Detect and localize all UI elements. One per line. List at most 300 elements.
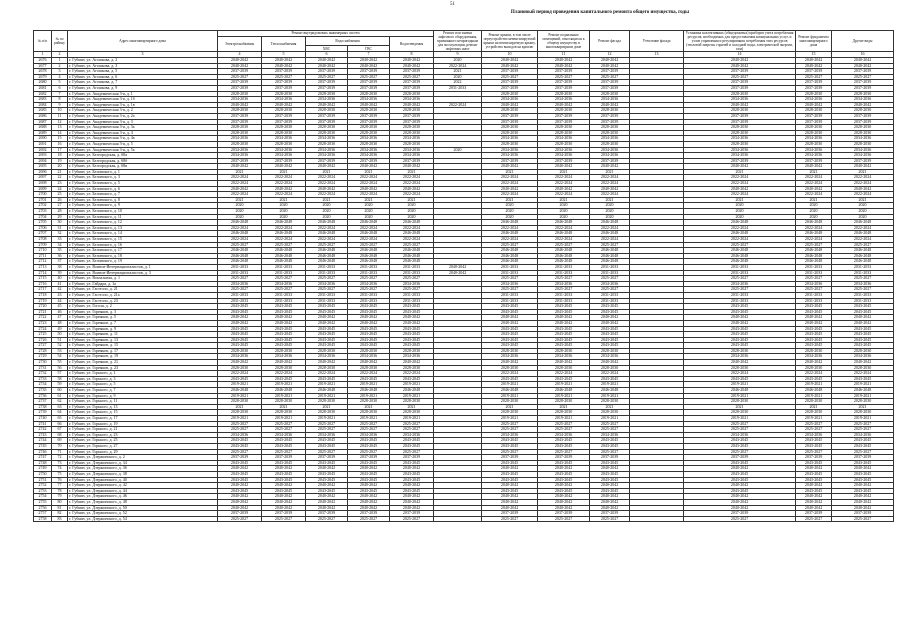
table-cell: 2040-2042 bbox=[482, 315, 538, 321]
table-cell: 2037-2039 bbox=[262, 158, 306, 164]
table-cell: 2025-2027 bbox=[832, 516, 894, 522]
address-cell: г. Губкин, ул. Дзержинского, д. 34 bbox=[68, 460, 218, 466]
table-cell: 67 bbox=[52, 427, 68, 433]
table-cell: 2037-2039 bbox=[306, 85, 348, 91]
table-cell: 2031-2033 bbox=[218, 264, 262, 270]
table-cell: 2040-2042 bbox=[590, 102, 630, 108]
table-cell: 82 bbox=[52, 511, 68, 517]
table-cell: 2031-2033 bbox=[390, 264, 434, 270]
table-cell: 2034-2036 bbox=[348, 153, 390, 159]
table-cell: 2022-2024 bbox=[390, 225, 434, 231]
table-cell: 2 bbox=[52, 63, 68, 69]
table-cell: 2022-2024 bbox=[306, 192, 348, 198]
table-cell: 2043-2045 bbox=[684, 438, 796, 444]
table-cell: 2021 bbox=[306, 404, 348, 410]
table-cell: 2028-2030 bbox=[348, 130, 390, 136]
table-cell: 64 bbox=[52, 410, 68, 416]
table-cell: 2031-2033 bbox=[590, 264, 630, 270]
table-cell: 2022-2024 bbox=[348, 192, 390, 198]
table-cell: 2040-2042 bbox=[262, 186, 306, 192]
table-cell: 2712 bbox=[34, 259, 52, 265]
table-cell: 2037-2039 bbox=[482, 113, 538, 119]
page-number: 51 bbox=[450, 2, 455, 7]
table-cell: 10 bbox=[52, 108, 68, 114]
table-cell: 2043-2045 bbox=[390, 309, 434, 315]
table-cell: 2046-2048 bbox=[306, 220, 348, 226]
table-cell: 2040-2042 bbox=[262, 164, 306, 170]
table-cell: 2043-2045 bbox=[348, 376, 390, 382]
column-number: 2 bbox=[52, 52, 68, 58]
table-cell: 2034-2036 bbox=[684, 136, 796, 142]
table-cell: 2037-2039 bbox=[684, 69, 796, 75]
table-cell: 2043-2045 bbox=[482, 343, 538, 349]
table-cell: 25 bbox=[52, 192, 68, 198]
table-cell: 2037-2039 bbox=[348, 455, 390, 461]
table-cell: 2019-2021 bbox=[832, 382, 894, 388]
table-cell: 2040-2042 bbox=[796, 494, 832, 500]
table-cell: 2022-2024 bbox=[832, 175, 894, 181]
table-cell: 2025-2027 bbox=[390, 287, 434, 293]
table-cell: 2022-2024 bbox=[482, 371, 538, 377]
table-cell: 2043-2045 bbox=[590, 443, 630, 449]
table-cell: 30 bbox=[52, 220, 68, 226]
header-water-supply: Водоснабжения bbox=[306, 36, 390, 46]
table-cell: 2043-2045 bbox=[832, 438, 894, 444]
table-cell: 2028-2030 bbox=[590, 125, 630, 131]
table-cell: 2040-2042 bbox=[538, 164, 590, 170]
table-cell: 2715 bbox=[34, 276, 52, 282]
table-cell: 2040-2042 bbox=[218, 102, 262, 108]
table-cell: 2028-2030 bbox=[218, 365, 262, 371]
table-cell: 2040-2042 bbox=[684, 360, 796, 366]
table-cell: 2040-2042 bbox=[348, 505, 390, 511]
table-cell: 2028-2030 bbox=[796, 130, 832, 136]
table-cell: 2028-2030 bbox=[684, 348, 796, 354]
table-cell: 2037-2039 bbox=[218, 455, 262, 461]
table-cell: 2025-2027 bbox=[796, 74, 832, 80]
table-cell: 2037-2039 bbox=[832, 511, 894, 517]
address-cell: г. Губкин, ул. Горняков, д. 19 bbox=[68, 354, 218, 360]
table-cell: 2043-2045 bbox=[590, 460, 630, 466]
table-cell: 2037-2039 bbox=[684, 158, 796, 164]
table-cell: 2040-2042 bbox=[796, 499, 832, 505]
table-cell: 2040-2042 bbox=[590, 499, 630, 505]
table-cell: 2040-2042 bbox=[434, 270, 482, 276]
table-cell: 2022-2024 bbox=[306, 181, 348, 187]
table-cell: 43 bbox=[52, 292, 68, 298]
table-cell: 2034-2036 bbox=[832, 153, 894, 159]
table-cell: 2019-2021 bbox=[482, 416, 538, 422]
table-cell: 2028-2030 bbox=[590, 348, 630, 354]
table-cell: 2043-2045 bbox=[590, 309, 630, 315]
table-cell: 2040-2042 bbox=[684, 63, 796, 69]
table-cell: 2021 bbox=[434, 69, 482, 75]
table-cell: 2034-2036 bbox=[306, 432, 348, 438]
table-cell: 2025-2027 bbox=[796, 287, 832, 293]
table-cell: 2034-2036 bbox=[832, 354, 894, 360]
table-cell: 2034-2036 bbox=[684, 97, 796, 103]
table-cell: 2022-2024 bbox=[218, 181, 262, 187]
table-cell: 2690 bbox=[34, 136, 52, 142]
address-cell: г. Губкин, ул. Белинского, д. 19 bbox=[68, 259, 218, 265]
table-cell: 2040-2042 bbox=[306, 102, 348, 108]
table-cell: 2019-2021 bbox=[796, 393, 832, 399]
table-cell: 2043-2045 bbox=[482, 304, 538, 310]
header-electricity: Электроснабжения bbox=[218, 36, 262, 51]
table-cell: 72 bbox=[52, 455, 68, 461]
table-cell: 2046-2048 bbox=[218, 253, 262, 259]
table-cell: 2019-2021 bbox=[348, 382, 390, 388]
table-cell: 2037-2039 bbox=[538, 80, 590, 86]
table-cell: 2034-2036 bbox=[482, 136, 538, 142]
header-foundation: Ремонт фундамента многоквартирного дома bbox=[796, 31, 832, 52]
table-cell: 2677 bbox=[34, 63, 52, 69]
table-cell: 2046-2048 bbox=[218, 231, 262, 237]
table-cell: 2046-2048 bbox=[684, 231, 796, 237]
address-cell: г. Губкин, ул. Академическая 3-я, д. 1 bbox=[68, 91, 218, 97]
address-cell: г. Губкин, ул. Академическая 3-я, д. 3 bbox=[68, 119, 218, 125]
table-cell: 31 bbox=[52, 225, 68, 231]
table-cell: 2718 bbox=[34, 292, 52, 298]
table-cell: 2742 bbox=[34, 427, 52, 433]
table-cell: 2043-2045 bbox=[306, 443, 348, 449]
table-cell: 2021 bbox=[218, 169, 262, 175]
table-cell: 2025-2027 bbox=[538, 427, 590, 433]
table-cell: 2037-2039 bbox=[684, 455, 796, 461]
table-cell: 2037-2039 bbox=[390, 113, 434, 119]
table-cell: 2031-2033 bbox=[590, 292, 630, 298]
table-cell: 2040-2042 bbox=[218, 164, 262, 170]
table-cell: 34 bbox=[52, 242, 68, 248]
table-cell: 2021 bbox=[482, 197, 538, 203]
table-cell: 2034-2036 bbox=[538, 97, 590, 103]
table-cell: 65 bbox=[52, 416, 68, 422]
table-cell: 2028-2030 bbox=[832, 410, 894, 416]
table-cell: 2040-2042 bbox=[832, 494, 894, 500]
address-cell: г. Губкин, ул. Дзержинского, д. 48 bbox=[68, 499, 218, 505]
address-cell: г. Губкин, ул. Горняков, д. 3 bbox=[68, 309, 218, 315]
table-cell: 2037-2039 bbox=[306, 69, 348, 75]
table-cell: 2028-2030 bbox=[796, 91, 832, 97]
table-cell: 2020 bbox=[434, 74, 482, 80]
table-cell: 81 bbox=[52, 505, 68, 511]
table-cell: 2020 bbox=[590, 209, 630, 215]
table-cell: 2028-2030 bbox=[482, 365, 538, 371]
table-cell: 2040-2042 bbox=[538, 499, 590, 505]
table-cell: 2040-2042 bbox=[262, 360, 306, 366]
table-cell: 2723 bbox=[34, 320, 52, 326]
table-cell: 2046-2048 bbox=[262, 253, 306, 259]
table-cell: 2043-2045 bbox=[796, 326, 832, 332]
table-cell: 49 bbox=[52, 326, 68, 332]
table-cell: 2022-2024 bbox=[390, 175, 434, 181]
table-cell: 2019-2021 bbox=[218, 416, 262, 422]
table-cell: 2046-2048 bbox=[590, 248, 630, 254]
table-cell: 16 bbox=[52, 141, 68, 147]
table-cell: 2022-2024 bbox=[348, 237, 390, 243]
table-cell: 29 bbox=[52, 214, 68, 220]
table-cell: 2022-2024 bbox=[218, 371, 262, 377]
table-cell: 2025-2027 bbox=[796, 449, 832, 455]
address-cell: г. Губкин, ул. Горького, д. 3 bbox=[68, 376, 218, 382]
table-cell: 2034-2036 bbox=[590, 432, 630, 438]
table-cell: 2031-2033 bbox=[538, 264, 590, 270]
table-cell: 2040-2042 bbox=[590, 164, 630, 170]
address-cell: г. Губкин, ул. Дзержинского, д. 46 bbox=[68, 494, 218, 500]
table-cell: 2040-2042 bbox=[348, 494, 390, 500]
table-cell: 2040-2042 bbox=[538, 360, 590, 366]
table-cell: 2028-2030 bbox=[832, 348, 894, 354]
table-cell: 2028-2030 bbox=[262, 130, 306, 136]
table-cell: 2037-2039 bbox=[218, 85, 262, 91]
table-cell: 2022-2024 bbox=[218, 192, 262, 198]
table-cell: 2040-2042 bbox=[482, 320, 538, 326]
address-cell: г. Губкин, ул. Агошкова, д. 7 bbox=[68, 80, 218, 86]
table-cell: 2028-2030 bbox=[538, 365, 590, 371]
table-cell: 24 bbox=[52, 186, 68, 192]
table-cell: 2046-2048 bbox=[306, 248, 348, 254]
table-cell: 2037-2039 bbox=[390, 85, 434, 91]
table-cell: 2040-2042 bbox=[218, 360, 262, 366]
table-cell: 2693 bbox=[34, 153, 52, 159]
table-cell: 2040-2042 bbox=[538, 483, 590, 489]
table-cell: 2031-2033 bbox=[538, 270, 590, 276]
table-cell: 2037-2039 bbox=[590, 113, 630, 119]
table-cell: 2028-2030 bbox=[482, 348, 538, 354]
address-cell: г. Губкин, ул. Академическая 3-я, д. 1б bbox=[68, 97, 218, 103]
table-cell: 2028-2030 bbox=[538, 108, 590, 114]
table-cell: 2028-2030 bbox=[262, 348, 306, 354]
table-cell: 2034-2036 bbox=[590, 354, 630, 360]
table-cell: 2031-2033 bbox=[348, 270, 390, 276]
table-cell: 2037-2039 bbox=[482, 69, 538, 75]
table-cell: 2034-2036 bbox=[306, 147, 348, 153]
table-cell: 14 bbox=[52, 130, 68, 136]
table-cell: 2046-2048 bbox=[348, 220, 390, 226]
table-cell: 2025-2027 bbox=[590, 74, 630, 80]
table-cell: 2028-2030 bbox=[306, 365, 348, 371]
table-cell: 2757 bbox=[34, 511, 52, 517]
table-cell: 2037-2039 bbox=[684, 511, 796, 517]
table-cell: 2040-2042 bbox=[348, 499, 390, 505]
table-cell: 2034-2036 bbox=[482, 97, 538, 103]
table-cell: 2025-2027 bbox=[796, 421, 832, 427]
table-cell: 2021 bbox=[390, 197, 434, 203]
table-cell: 2043-2045 bbox=[590, 304, 630, 310]
column-number: 7 bbox=[348, 52, 390, 58]
table-cell: 2043-2045 bbox=[796, 376, 832, 382]
table-cell: 2020 bbox=[390, 203, 434, 209]
table-cell: 2043-2045 bbox=[390, 304, 434, 310]
address-cell: г. Губкин, ул. Горького, д. 23 bbox=[68, 432, 218, 438]
table-cell: 2046-2048 bbox=[538, 231, 590, 237]
table-cell: 2040-2042 bbox=[262, 58, 306, 64]
table-cell: 2034-2036 bbox=[348, 281, 390, 287]
table-cell: 2020 bbox=[306, 214, 348, 220]
table-cell: 2700 bbox=[34, 192, 52, 198]
table-cell: 2034-2036 bbox=[538, 281, 590, 287]
table-cell: 2046-2048 bbox=[832, 253, 894, 259]
table-cell: 2028-2030 bbox=[482, 108, 538, 114]
table-cell: 2037-2039 bbox=[796, 511, 832, 517]
address-cell: г. Губкин, ул. Вокзальная, д. 1 bbox=[68, 276, 218, 282]
table-cell: 2020 bbox=[796, 209, 832, 215]
table-cell: 2025-2027 bbox=[348, 421, 390, 427]
table-cell: 2040-2042 bbox=[832, 483, 894, 489]
table-cell: 2043-2045 bbox=[832, 460, 894, 466]
table-cell: 2034-2036 bbox=[348, 147, 390, 153]
table-cell: 2021 bbox=[218, 197, 262, 203]
table-cell: 2025-2027 bbox=[218, 287, 262, 293]
table-cell: 2034-2036 bbox=[482, 354, 538, 360]
table-cell: 2028-2030 bbox=[832, 130, 894, 136]
table-cell: 2040-2042 bbox=[390, 505, 434, 511]
table-cell: 2040-2042 bbox=[684, 483, 796, 489]
table-cell: 2025-2027 bbox=[684, 242, 796, 248]
table-cell: 2022-2024 bbox=[684, 371, 796, 377]
table-cell: 2019-2021 bbox=[538, 393, 590, 399]
table-cell: 2040-2042 bbox=[684, 320, 796, 326]
table-cell: 2020 bbox=[482, 214, 538, 220]
table-cell: 2043-2045 bbox=[482, 337, 538, 343]
table-cell: 2025-2027 bbox=[262, 516, 306, 522]
table-cell: 2034-2036 bbox=[684, 281, 796, 287]
table-cell: 2034-2036 bbox=[218, 153, 262, 159]
table-cell: 2037-2039 bbox=[306, 119, 348, 125]
table-cell: 59 bbox=[52, 382, 68, 388]
table-cell: 2025-2027 bbox=[348, 449, 390, 455]
table-cell: 2037-2039 bbox=[390, 511, 434, 517]
table-cell: 2040-2042 bbox=[832, 320, 894, 326]
address-cell: г. Губкин, ул. Горького, д. 17 bbox=[68, 416, 218, 422]
table-cell: 2043-2045 bbox=[482, 438, 538, 444]
table-cell: 2043-2045 bbox=[590, 326, 630, 332]
table-cell: 2037-2039 bbox=[832, 158, 894, 164]
table-cell: 2037-2039 bbox=[218, 158, 262, 164]
table-cell: 2028-2030 bbox=[390, 91, 434, 97]
table-cell: 2034-2036 bbox=[390, 432, 434, 438]
table-cell: 2028-2030 bbox=[262, 125, 306, 131]
table-cell: 2678 bbox=[34, 69, 52, 75]
table-cell: 2040-2042 bbox=[832, 164, 894, 170]
address-cell: г. Губкин, ул. Академическая 3-я, д. 2а bbox=[68, 113, 218, 119]
column-number: 8 bbox=[390, 52, 434, 58]
table-cell: 2028-2030 bbox=[590, 108, 630, 114]
table-cell: 2031-2033 bbox=[684, 270, 796, 276]
table-cell: 2025-2027 bbox=[348, 427, 390, 433]
table-cell: 2727 bbox=[34, 343, 52, 349]
table-cell: 2046-2048 bbox=[218, 248, 262, 254]
table-cell: 2043-2045 bbox=[262, 438, 306, 444]
table-cell: 2683 bbox=[34, 97, 52, 103]
table-cell: 2046-2048 bbox=[832, 388, 894, 394]
table-cell: 2021 bbox=[796, 169, 832, 175]
table-cell: 2701 bbox=[34, 197, 52, 203]
table-cell: 2040-2042 bbox=[832, 186, 894, 192]
table-cell: 2021 bbox=[538, 197, 590, 203]
table-cell: 2040-2042 bbox=[538, 63, 590, 69]
table-cell: 2028-2030 bbox=[684, 141, 796, 147]
table-cell: 2028-2030 bbox=[390, 399, 434, 405]
table-cell: 76 bbox=[52, 477, 68, 483]
table-cell: 2686 bbox=[34, 113, 52, 119]
header-hot-water: ГВС bbox=[348, 46, 390, 52]
table-cell: 2037-2039 bbox=[832, 119, 894, 125]
table-cell: 2019-2021 bbox=[262, 393, 306, 399]
table-cell: 2037-2039 bbox=[306, 158, 348, 164]
table-cell: 47 bbox=[52, 315, 68, 321]
table-cell: 2020 bbox=[538, 209, 590, 215]
table-cell: 2040-2042 bbox=[832, 360, 894, 366]
table-cell: 2037-2039 bbox=[684, 80, 796, 86]
table-cell: 2022-2024 bbox=[832, 225, 894, 231]
table-cell: 2043-2045 bbox=[590, 488, 630, 494]
table-cell: 2043-2045 bbox=[390, 376, 434, 382]
table-cell: 2040-2042 bbox=[796, 186, 832, 192]
table-cell: 2043-2045 bbox=[390, 488, 434, 494]
table-cell: 56 bbox=[52, 365, 68, 371]
table-cell: 2034-2036 bbox=[832, 147, 894, 153]
table-cell: 2043-2045 bbox=[306, 488, 348, 494]
table-cell: 2040-2042 bbox=[796, 102, 832, 108]
table-cell: 2040-2042 bbox=[390, 102, 434, 108]
table-cell: 2034-2036 bbox=[390, 281, 434, 287]
table-cell: 2025-2027 bbox=[482, 287, 538, 293]
table-cell: 2040-2042 bbox=[390, 360, 434, 366]
table-cell: 2022-2024 bbox=[482, 225, 538, 231]
table-cell: 2737 bbox=[34, 399, 52, 405]
table-cell: 2043-2045 bbox=[218, 309, 262, 315]
table-cell: 2037-2039 bbox=[262, 80, 306, 86]
table-cell: 2020 bbox=[832, 209, 894, 215]
table-cell: 2043-2045 bbox=[306, 471, 348, 477]
table-cell: 2043-2045 bbox=[796, 471, 832, 477]
header-address: Адрес многоквартирного дома bbox=[68, 31, 218, 52]
table-cell: 17 bbox=[52, 147, 68, 153]
header-engineering-group: Ремонт внутридомовых инженерных систем bbox=[218, 31, 434, 37]
table-cell: 7 bbox=[52, 91, 68, 97]
table-cell: 2025-2027 bbox=[796, 427, 832, 433]
address-cell: г. Губкин, ул. Академическая 3-я, д. 2 bbox=[68, 108, 218, 114]
table-cell: 2028-2030 bbox=[482, 125, 538, 131]
table-cell: 2043-2045 bbox=[348, 471, 390, 477]
table-cell: 2714 bbox=[34, 270, 52, 276]
table-cell: 2020 bbox=[348, 209, 390, 215]
table-cell: 2022-2024 bbox=[262, 192, 306, 198]
table-cell: 2031-2033 bbox=[306, 270, 348, 276]
table-cell: 2043-2045 bbox=[390, 332, 434, 338]
table-cell: 2037-2039 bbox=[218, 113, 262, 119]
address-cell: г. Губкин, ул. Белинского, д. 6 bbox=[68, 186, 218, 192]
table-cell: 2696 bbox=[34, 169, 52, 175]
table-cell: 2025-2027 bbox=[832, 242, 894, 248]
table-cell: 2043-2045 bbox=[482, 326, 538, 332]
table-cell: 2028-2030 bbox=[218, 130, 262, 136]
table-cell: 2025-2027 bbox=[306, 427, 348, 433]
table-cell: 42 bbox=[52, 287, 68, 293]
table-cell: 2021 bbox=[590, 169, 630, 175]
address-cell: г. Губкин, ул. Белинского, д. 17 bbox=[68, 248, 218, 254]
table-cell: 2031-2033 bbox=[538, 292, 590, 298]
table-cell: 60 bbox=[52, 388, 68, 394]
table-cell: 2028-2030 bbox=[684, 125, 796, 131]
table-cell: 2028-2030 bbox=[590, 399, 630, 405]
table-cell: 2043-2045 bbox=[796, 443, 832, 449]
table-cell: 2040-2042 bbox=[832, 505, 894, 511]
table-cell: 2019-2021 bbox=[262, 416, 306, 422]
table-cell: 2748 bbox=[34, 460, 52, 466]
table-cell: 2022-2024 bbox=[684, 192, 796, 198]
